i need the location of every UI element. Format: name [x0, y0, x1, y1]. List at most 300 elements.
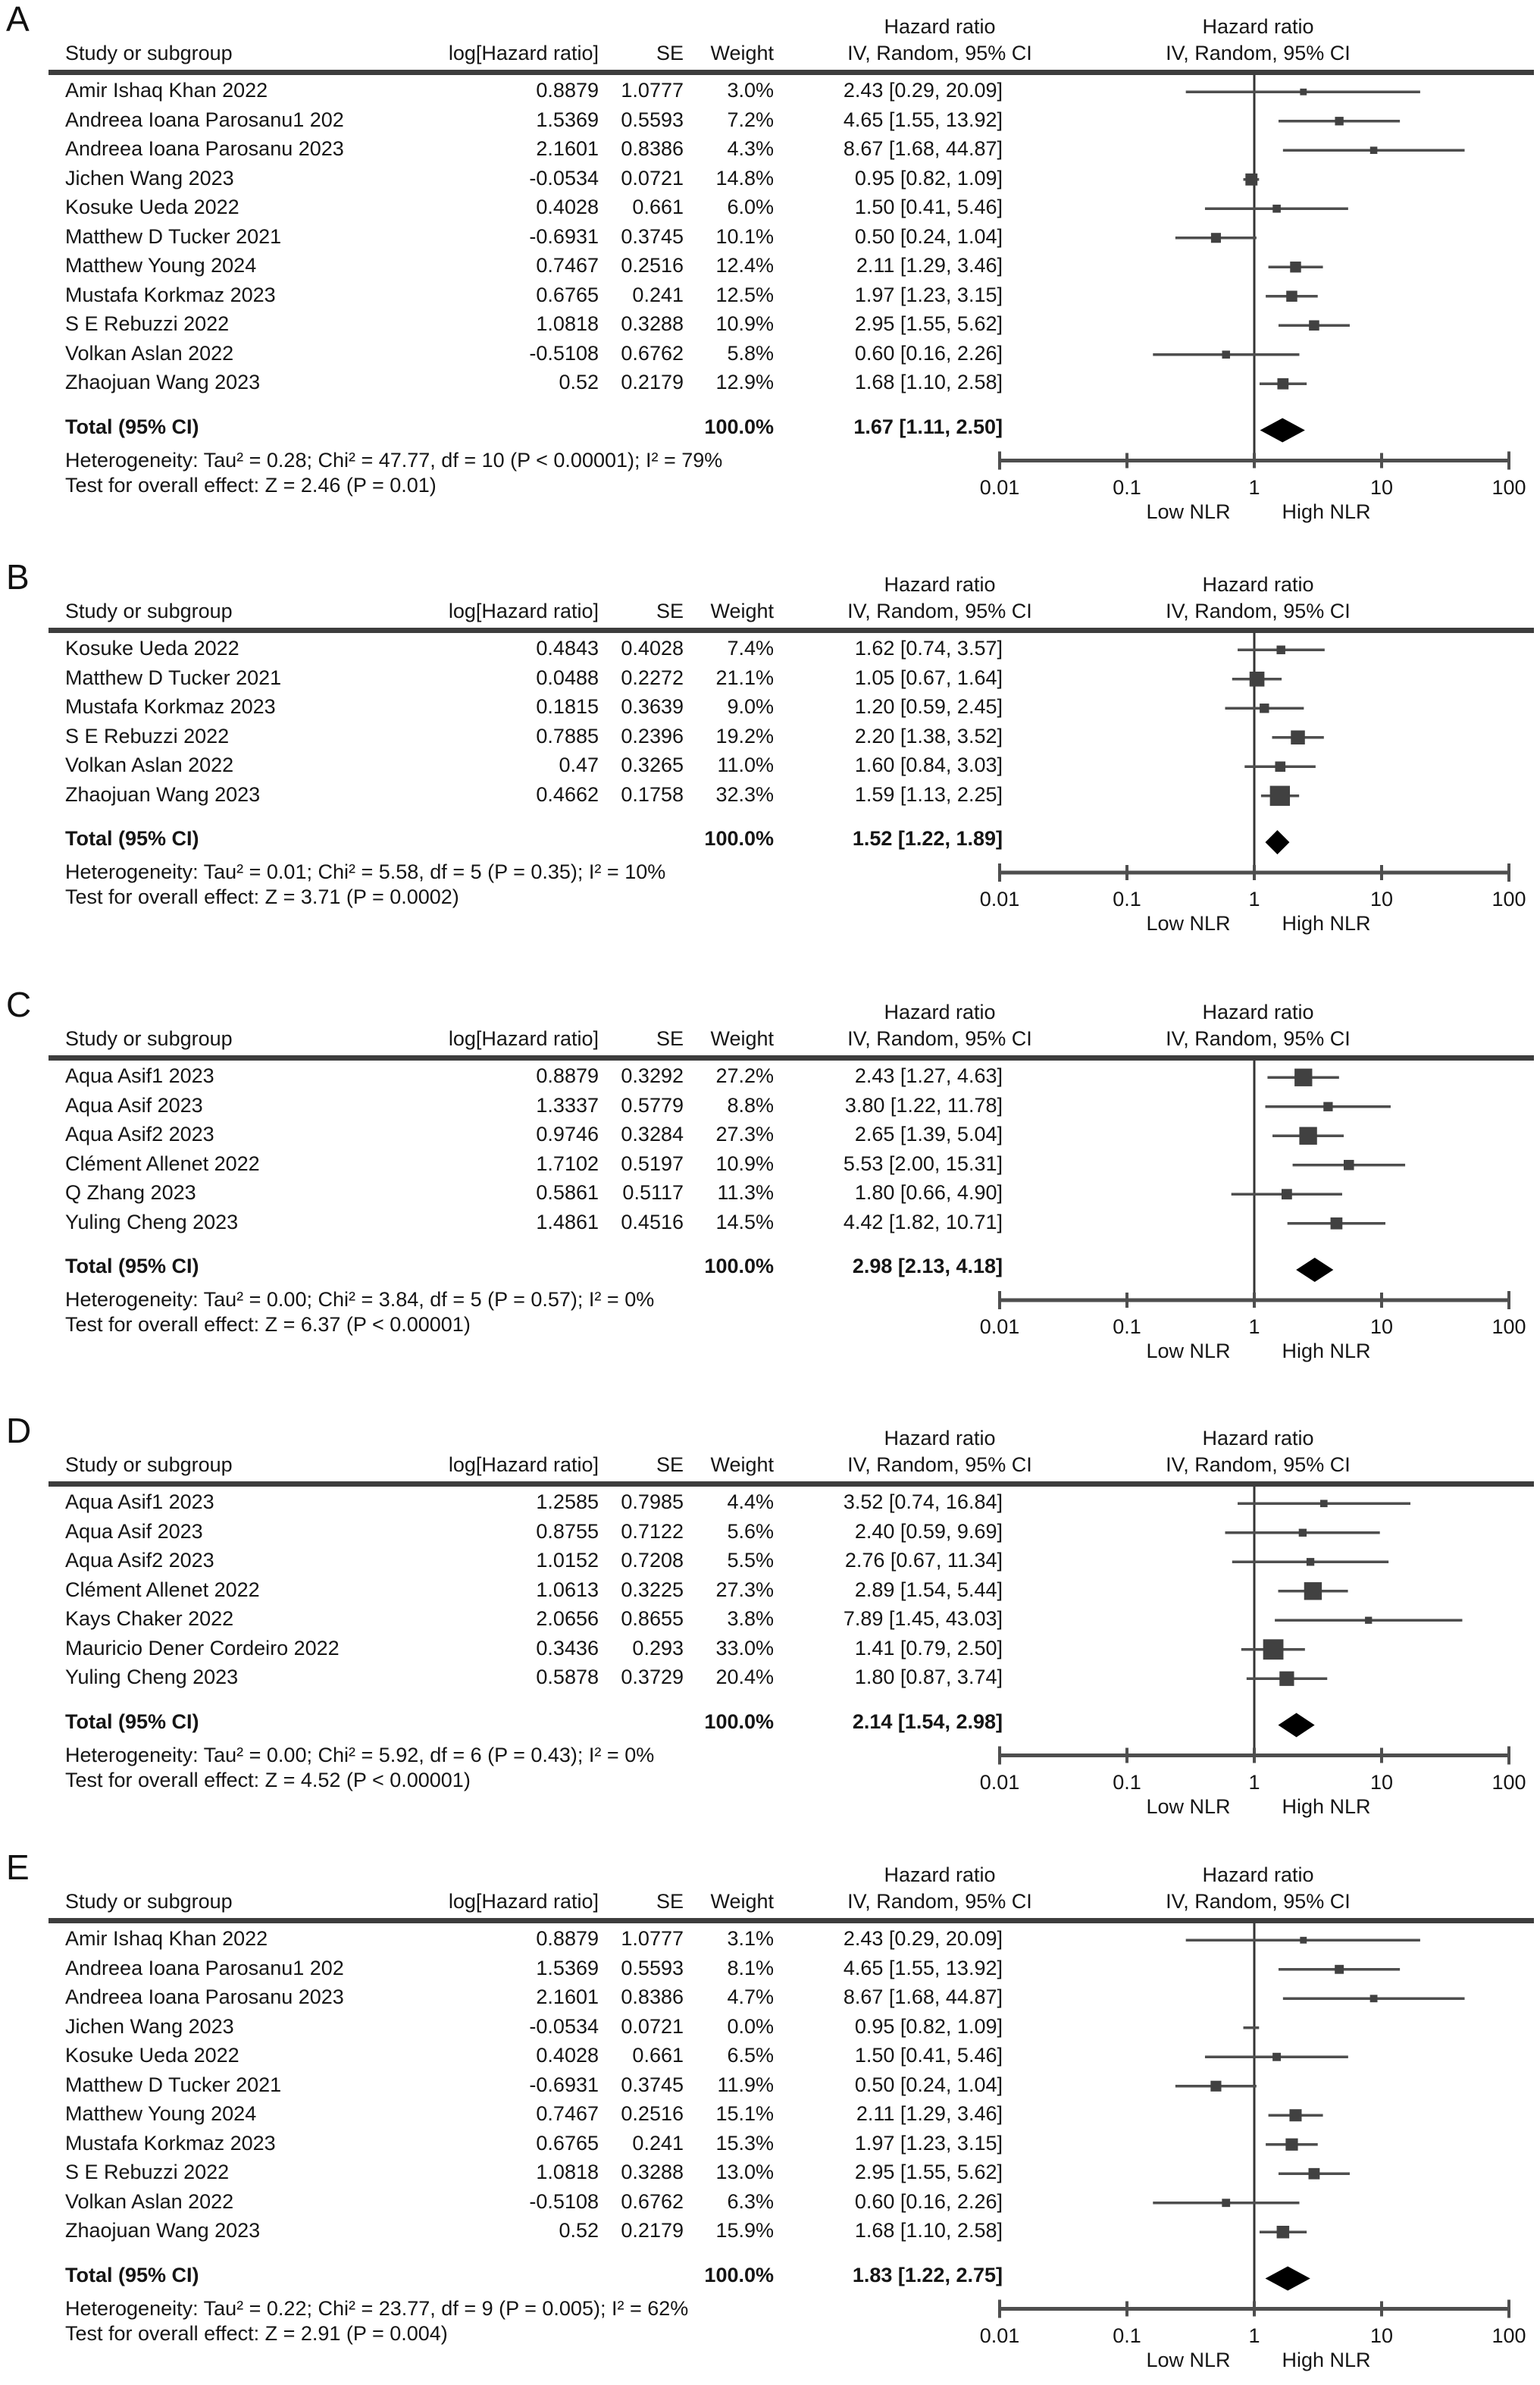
heterogeneity-text: Heterogeneity: Tau² = 0.00; Chi² = 5.92, df = 6 (P = 0.43); I² = 0%: [65, 1743, 655, 1766]
stats-hazard-ratio-header: Hazard ratio: [884, 1001, 996, 1023]
forest-plot-canvas: [0, 1416, 1540, 1853]
study-loghr: 0.3436: [536, 1636, 599, 1659]
total-ci-text: 1.67 [1.11, 2.50]: [853, 415, 1003, 438]
study-name: Mustafa Korkmaz 2023: [65, 2131, 276, 2155]
column-header-se: SE: [656, 1453, 684, 1476]
total-diamond: [1266, 830, 1290, 854]
hr-marker: [1260, 704, 1269, 713]
study-loghr: -0.6931: [529, 224, 599, 248]
hr-marker: [1300, 89, 1307, 96]
study-loghr: -0.5108: [529, 2189, 599, 2213]
hr-marker: [1272, 205, 1281, 213]
study-name: Andreea Ioana Parosanu1 202: [65, 108, 344, 131]
study-loghr: 0.7467: [536, 254, 599, 277]
study-se: 0.3284: [621, 1123, 684, 1145]
study-se: 0.7985: [621, 1490, 684, 1513]
study-se: 0.3265: [621, 754, 684, 776]
hr-marker: [1365, 1617, 1372, 1624]
study-name: Jichen Wang 2023: [65, 2014, 234, 2038]
hr-marker: [1335, 1965, 1344, 1974]
study-weight: 14.8%: [715, 166, 774, 190]
axis-tick-label: 10: [1369, 475, 1394, 499]
panel-label: D: [6, 1411, 32, 1450]
study-ci-text: 1.05 [0.67, 1.64]: [854, 666, 1003, 689]
study-loghr: -0.5108: [529, 341, 599, 365]
study-name: Matthew D Tucker 2021: [65, 224, 282, 248]
study-loghr: 0.8879: [536, 1064, 599, 1087]
study-ci-text: 1.80 [0.87, 3.74]: [854, 1666, 1003, 1688]
study-se: 0.5779: [621, 1093, 684, 1117]
study-ci-text: 2.76 [0.67, 11.34]: [844, 1549, 1003, 1572]
study-se: 0.8386: [621, 1985, 684, 2008]
study-loghr: 1.0818: [536, 312, 599, 335]
study-weight: 12.5%: [715, 283, 774, 306]
study-weight: 27.2%: [715, 1064, 774, 1087]
column-header-se: SE: [656, 42, 684, 64]
axis-label-low-nlr: Low NLR: [1146, 500, 1231, 523]
study-ci-text: 2.43 [1.27, 4.63]: [854, 1064, 1003, 1087]
hr-marker: [1250, 672, 1265, 687]
axis-label-high-nlr: High NLR: [1282, 2348, 1371, 2371]
study-loghr: 1.5369: [536, 1956, 599, 1979]
study-se: 0.0721: [621, 2014, 684, 2038]
hr-marker: [1344, 1160, 1354, 1171]
study-ci-text: 3.52 [0.74, 16.84]: [843, 1490, 1003, 1513]
column-header-loghr: log[Hazard ratio]: [448, 1027, 599, 1050]
study-loghr: 0.5861: [536, 1181, 599, 1204]
study-weight: 6.3%: [727, 2189, 774, 2213]
study-name: Yuling Cheng 2023: [65, 1666, 239, 1688]
study-weight: 3.1%: [727, 1927, 774, 1950]
total-diamond: [1266, 2267, 1310, 2291]
study-se: 0.3745: [621, 2073, 684, 2096]
study-name: Aqua Asif1 2023: [65, 1064, 214, 1087]
study-weight: 33.0%: [715, 1636, 774, 1659]
study-ci-text: 0.50 [0.24, 1.04]: [854, 224, 1003, 248]
study-ci-text: 4.65 [1.55, 13.92]: [843, 1956, 1003, 1979]
study-weight: 0.0%: [727, 2014, 774, 2038]
study-ci-text: 1.41 [0.79, 2.50]: [854, 1636, 1003, 1659]
study-weight: 6.5%: [727, 2044, 774, 2067]
study-loghr: 0.6765: [536, 2131, 599, 2155]
study-weight: 10.1%: [715, 224, 774, 248]
study-se: 0.0721: [621, 166, 684, 190]
total-label: Total (95% CI): [65, 415, 199, 438]
study-ci-text: 5.53 [2.00, 15.31]: [843, 1152, 1003, 1175]
total-diamond: [1279, 1713, 1315, 1738]
study-weight: 4.4%: [727, 1490, 774, 1513]
study-se: 0.2179: [621, 2219, 684, 2242]
study-loghr: 0.7885: [536, 724, 599, 747]
axis-tick-label: 0.01: [979, 1315, 1020, 1338]
overall-effect-text: Test for overall effect: Z = 2.46 (P = 0.01): [65, 473, 437, 497]
axis-tick-label: 0.1: [1113, 1770, 1141, 1794]
stats-hazard-ratio-header: Hazard ratio: [884, 1863, 996, 1886]
study-loghr: 0.1815: [536, 695, 599, 718]
study-name: Mustafa Korkmaz 2023: [65, 695, 276, 718]
axis-label-high-nlr: High NLR: [1282, 912, 1371, 935]
study-name: Kays Chaker 2022: [65, 1607, 234, 1630]
study-loghr: 1.0613: [536, 1578, 599, 1601]
study-weight: 6.0%: [727, 196, 774, 218]
study-ci-text: 1.60 [0.84, 3.03]: [854, 754, 1003, 776]
hr-marker: [1320, 1500, 1328, 1507]
study-name: Yuling Cheng 2023: [65, 1210, 239, 1233]
total-ci-text: 2.14 [1.54, 2.98]: [852, 1710, 1003, 1733]
column-header-ci: IV, Random, 95% CI: [847, 600, 1032, 622]
study-ci-text: 2.43 [0.29, 20.09]: [843, 1927, 1003, 1950]
study-weight: 7.4%: [727, 637, 774, 660]
axis-tick-label: 10: [1369, 888, 1394, 910]
study-se: 0.2516: [621, 254, 684, 277]
study-name: Matthew D Tucker 2021: [65, 2073, 282, 2096]
column-header-weight: Weight: [710, 1890, 774, 1913]
study-name: Andreea Ioana Parosanu1 202: [65, 1956, 344, 1979]
study-name: Andreea Ioana Parosanu 2023: [65, 137, 344, 160]
study-ci-text: 2.65 [1.39, 5.04]: [854, 1123, 1003, 1145]
axis-tick-label: 0.01: [979, 475, 1020, 499]
study-ci-text: 2.11 [1.29, 3.46]: [856, 254, 1003, 277]
column-header-study: Study or subgroup: [65, 42, 233, 64]
study-loghr: 1.3337: [536, 1093, 599, 1117]
study-se: 0.1758: [621, 782, 684, 806]
study-se: 0.2272: [621, 666, 684, 689]
hr-marker: [1300, 1937, 1307, 1944]
study-loghr: 0.4028: [536, 196, 599, 218]
total-ci-text: 1.83 [1.22, 2.75]: [852, 2263, 1003, 2286]
hr-marker: [1245, 174, 1257, 186]
study-loghr: 1.5369: [536, 108, 599, 131]
axis-tick-label: 100: [1491, 1770, 1526, 1794]
axis-tick-label: 0.01: [979, 1770, 1020, 1794]
column-header-ci: IV, Random, 95% CI: [847, 1027, 1032, 1050]
axis-tick-label: 10: [1369, 1770, 1394, 1794]
study-loghr: -0.0534: [529, 166, 599, 190]
hr-marker: [1290, 262, 1301, 272]
total-weight: 100.0%: [704, 2263, 774, 2286]
study-se: 0.661: [632, 196, 684, 218]
study-name: Zhaojuan Wang 2023: [65, 782, 261, 806]
study-name: Aqua Asif 2023: [65, 1093, 203, 1117]
study-weight: 13.0%: [715, 2161, 774, 2183]
study-ci-text: 4.42 [1.82, 10.71]: [843, 1210, 1003, 1233]
column-header-weight: Weight: [710, 1453, 774, 1476]
stats-hazard-ratio-header: Hazard ratio: [884, 573, 996, 596]
study-weight: 19.2%: [715, 724, 774, 747]
study-loghr: 2.1601: [536, 137, 599, 160]
study-weight: 3.0%: [727, 79, 774, 102]
total-weight: 100.0%: [704, 1255, 774, 1277]
hr-marker: [1210, 2081, 1221, 2092]
axis-tick-label: 0.01: [979, 2324, 1020, 2347]
hr-marker: [1309, 320, 1319, 331]
axis-tick-label: 1: [1248, 2324, 1260, 2347]
study-se: 0.7208: [621, 1549, 684, 1572]
axis-tick-label: 100: [1491, 2324, 1526, 2347]
axis-label-low-nlr: Low NLR: [1146, 912, 1231, 935]
stats-hazard-ratio-header: Hazard ratio: [884, 15, 996, 38]
hr-marker: [1263, 1639, 1284, 1659]
axis-tick-label: 1: [1248, 1770, 1260, 1794]
study-ci-text: 1.50 [0.41, 5.46]: [854, 196, 1003, 218]
column-header-weight: Weight: [710, 42, 774, 64]
study-loghr: 0.47: [559, 754, 599, 776]
axis-tick-label: 0.1: [1113, 475, 1141, 499]
axis-tick-label: 0.1: [1113, 1315, 1141, 1338]
study-se: 0.3288: [621, 2161, 684, 2183]
study-loghr: 0.4843: [536, 637, 599, 660]
study-weight: 15.3%: [715, 2131, 774, 2155]
hr-marker: [1276, 646, 1285, 654]
study-name: Volkan Aslan 2022: [65, 754, 234, 776]
hr-marker: [1277, 378, 1288, 390]
hr-marker: [1285, 2139, 1297, 2151]
study-name: Matthew Young 2024: [65, 254, 257, 277]
column-header-ci: IV, Random, 95% CI: [847, 1890, 1032, 1913]
study-ci-text: 1.62 [0.74, 3.57]: [854, 637, 1003, 660]
column-header-ci: IV, Random, 95% CI: [847, 1453, 1032, 1476]
axis-label-high-nlr: High NLR: [1282, 1794, 1371, 1818]
study-loghr: 0.0488: [536, 666, 599, 689]
panel-label: B: [6, 557, 30, 597]
plot-hazard-ratio-header: Hazard ratio: [1202, 15, 1314, 38]
total-weight: 100.0%: [704, 1710, 774, 1733]
hr-marker: [1335, 117, 1343, 125]
hr-marker: [1272, 2053, 1281, 2061]
study-weight: 3.8%: [727, 1607, 774, 1630]
study-weight: 12.9%: [715, 371, 774, 393]
plot-hazard-ratio-header: Hazard ratio: [1202, 1863, 1314, 1886]
hr-marker: [1277, 2226, 1290, 2239]
hr-marker: [1279, 1672, 1294, 1686]
study-loghr: 0.8879: [536, 79, 599, 102]
study-name: S E Rebuzzi 2022: [65, 724, 230, 747]
study-ci-text: 1.68 [1.10, 2.58]: [854, 371, 1003, 393]
study-se: 0.8655: [621, 1607, 684, 1630]
axis-tick-label: 0.1: [1113, 2324, 1141, 2347]
study-se: 0.241: [632, 283, 684, 306]
study-weight: 5.5%: [727, 1549, 774, 1572]
forest-plot-canvas: [0, 563, 1540, 990]
study-se: 0.293: [632, 1636, 684, 1659]
column-header-loghr: log[Hazard ratio]: [448, 42, 599, 64]
column-header-se: SE: [656, 1027, 684, 1050]
study-se: 0.2179: [621, 371, 684, 393]
column-header-study: Study or subgroup: [65, 1027, 233, 1050]
study-name: Q Zhang 2023: [65, 1181, 196, 1204]
study-ci-text: 1.97 [1.23, 3.15]: [854, 283, 1003, 306]
study-ci-text: 1.97 [1.23, 3.15]: [854, 2131, 1003, 2155]
study-name: Aqua Asif1 2023: [65, 1490, 214, 1513]
study-loghr: 1.0818: [536, 2161, 599, 2183]
study-loghr: 0.8755: [536, 1519, 599, 1543]
hr-marker: [1291, 730, 1305, 744]
forest-panel-d: [0, 1411, 1540, 1853]
study-se: 0.3292: [621, 1064, 684, 1087]
total-weight: 100.0%: [704, 827, 774, 850]
study-loghr: 1.4861: [536, 1210, 599, 1233]
study-name: Mustafa Korkmaz 2023: [65, 283, 276, 306]
column-header-loghr: log[Hazard ratio]: [448, 1453, 599, 1476]
study-name: Matthew D Tucker 2021: [65, 666, 282, 689]
total-ci-text: 1.52 [1.22, 1.89]: [852, 827, 1003, 850]
study-loghr: 0.52: [559, 371, 599, 393]
study-name: Aqua Asif 2023: [65, 1519, 203, 1543]
study-weight: 14.5%: [715, 1210, 774, 1233]
study-loghr: 0.4028: [536, 2044, 599, 2067]
axis-tick-label: 100: [1491, 1315, 1526, 1338]
study-ci-text: 4.65 [1.55, 13.92]: [843, 108, 1003, 131]
heterogeneity-text: Heterogeneity: Tau² = 0.28; Chi² = 47.77, df = 10 (P < 0.00001); I² = 79%: [65, 448, 723, 472]
study-weight: 27.3%: [715, 1578, 774, 1601]
heterogeneity-text: Heterogeneity: Tau² = 0.00; Chi² = 3.84, df = 5 (P = 0.57); I² = 0%: [65, 1288, 655, 1311]
column-header-study: Study or subgroup: [65, 600, 233, 622]
heterogeneity-text: Heterogeneity: Tau² = 0.01; Chi² = 5.58, df = 5 (P = 0.35); I² = 10%: [65, 860, 666, 883]
axis-tick-label: 1: [1248, 888, 1260, 910]
study-weight: 15.1%: [715, 2102, 774, 2125]
study-weight: 5.8%: [727, 341, 774, 365]
study-weight: 8.8%: [727, 1093, 774, 1117]
overall-effect-text: Test for overall effect: Z = 4.52 (P < 0.00001): [65, 1768, 471, 1791]
plot-column-header-ci: IV, Random, 95% CI: [1166, 1890, 1351, 1913]
study-se: 0.2396: [621, 724, 684, 747]
study-name: Amir Ishaq Khan 2022: [65, 79, 268, 102]
plot-column-header-ci: IV, Random, 95% CI: [1166, 600, 1351, 622]
study-se: 0.5117: [622, 1181, 684, 1204]
hr-marker: [1307, 1558, 1314, 1565]
forest-panel-e: [0, 1848, 1540, 2383]
study-weight: 20.4%: [715, 1666, 774, 1688]
hr-marker: [1211, 233, 1221, 243]
study-loghr: 1.7102: [536, 1152, 599, 1175]
study-ci-text: 1.68 [1.10, 2.58]: [854, 2219, 1003, 2242]
study-ci-text: 2.11 [1.29, 3.46]: [856, 2102, 1003, 2125]
study-loghr: 0.4662: [536, 782, 599, 806]
axis-tick-label: 0.01: [979, 888, 1020, 910]
panel-label: C: [6, 985, 32, 1024]
study-name: Matthew Young 2024: [65, 2102, 257, 2125]
study-loghr: -0.6931: [529, 2073, 599, 2096]
hr-marker: [1286, 291, 1297, 302]
hr-marker: [1222, 2199, 1230, 2207]
hr-marker: [1304, 1582, 1322, 1600]
study-ci-text: 2.89 [1.54, 5.44]: [854, 1578, 1003, 1601]
forest-plot-canvas: [0, 1853, 1540, 2383]
study-ci-text: 1.59 [1.13, 2.25]: [854, 782, 1003, 806]
study-name: Jichen Wang 2023: [65, 166, 234, 190]
axis-tick-label: 1: [1248, 1315, 1260, 1338]
study-weight: 4.7%: [727, 1985, 774, 2008]
study-ci-text: 0.95 [0.82, 1.09]: [854, 166, 1003, 190]
hr-marker: [1299, 1529, 1307, 1537]
study-se: 0.4516: [621, 1210, 684, 1233]
study-weight: 4.3%: [727, 137, 774, 160]
study-loghr: 0.6765: [536, 283, 599, 306]
study-ci-text: 2.43 [0.29, 20.09]: [843, 79, 1003, 102]
study-name: Clément Allenet 2022: [65, 1152, 260, 1175]
study-se: 0.5593: [621, 1956, 684, 1979]
total-diamond: [1260, 418, 1305, 443]
plot-hazard-ratio-header: Hazard ratio: [1202, 1427, 1314, 1449]
study-name: Volkan Aslan 2022: [65, 341, 234, 365]
study-weight: 27.3%: [715, 1123, 774, 1145]
axis-tick-label: 0.1: [1113, 888, 1141, 910]
column-header-weight: Weight: [710, 1027, 774, 1050]
study-ci-text: 2.95 [1.55, 5.62]: [854, 2161, 1003, 2183]
study-se: 0.4028: [621, 637, 684, 660]
study-ci-text: 3.80 [1.22, 11.78]: [844, 1093, 1003, 1117]
study-se: 0.6762: [621, 341, 684, 365]
column-header-ci: IV, Random, 95% CI: [847, 42, 1032, 64]
study-se: 0.6762: [621, 2189, 684, 2213]
study-weight: 5.6%: [727, 1519, 774, 1543]
study-se: 0.3729: [621, 1666, 684, 1688]
study-name: Kosuke Ueda 2022: [65, 2044, 239, 2067]
study-loghr: 2.1601: [536, 1985, 599, 2008]
study-se: 0.2516: [621, 2102, 684, 2125]
hr-marker: [1222, 351, 1229, 359]
study-ci-text: 1.50 [0.41, 5.46]: [854, 2044, 1003, 2067]
study-se: 0.3225: [621, 1578, 684, 1601]
forest-plot-canvas: [0, 990, 1540, 1416]
total-label: Total (95% CI): [65, 2263, 199, 2286]
column-header-loghr: log[Hazard ratio]: [448, 600, 599, 622]
study-loghr: 0.9746: [536, 1123, 599, 1145]
hr-marker: [1282, 1189, 1292, 1199]
axis-tick-label: 10: [1369, 1315, 1394, 1338]
hr-marker: [1299, 1127, 1316, 1145]
study-loghr: 2.0656: [536, 1607, 599, 1630]
study-ci-text: 2.20 [1.38, 3.52]: [854, 724, 1003, 747]
study-name: Amir Ishaq Khan 2022: [65, 1927, 268, 1950]
study-loghr: 1.0152: [536, 1549, 599, 1572]
stats-hazard-ratio-header: Hazard ratio: [884, 1427, 996, 1449]
column-header-weight: Weight: [710, 600, 774, 622]
hr-marker: [1294, 1069, 1312, 1086]
plot-column-header-ci: IV, Random, 95% CI: [1166, 42, 1351, 64]
total-ci-text: 2.98 [2.13, 4.18]: [852, 1255, 1003, 1277]
plot-hazard-ratio-header: Hazard ratio: [1202, 573, 1314, 596]
axis-label-high-nlr: High NLR: [1282, 500, 1371, 523]
study-ci-text: 1.20 [0.59, 2.45]: [854, 695, 1003, 718]
axis-tick-label: 100: [1491, 475, 1526, 499]
study-weight: 10.9%: [715, 1152, 774, 1175]
study-se: 0.5593: [621, 108, 684, 131]
study-ci-text: 8.67 [1.68, 44.87]: [843, 1985, 1003, 2008]
axis-label-low-nlr: Low NLR: [1146, 1794, 1231, 1818]
study-weight: 8.1%: [727, 1956, 774, 1979]
axis-tick-label: 10: [1369, 2324, 1394, 2347]
study-weight: 11.9%: [717, 2073, 774, 2096]
study-ci-text: 2.95 [1.55, 5.62]: [854, 312, 1003, 335]
hr-marker: [1270, 786, 1290, 806]
study-name: S E Rebuzzi 2022: [65, 312, 230, 335]
plot-hazard-ratio-header: Hazard ratio: [1202, 1001, 1314, 1023]
study-se: 0.661: [632, 2044, 684, 2067]
study-name: Volkan Aslan 2022: [65, 2189, 234, 2213]
column-header-study: Study or subgroup: [65, 1890, 233, 1913]
study-ci-text: 8.67 [1.68, 44.87]: [843, 137, 1003, 160]
forest-panel-c: [0, 985, 1540, 1416]
study-ci-text: 0.95 [0.82, 1.09]: [854, 2014, 1003, 2038]
study-se: 0.3639: [621, 695, 684, 718]
heterogeneity-text: Heterogeneity: Tau² = 0.22; Chi² = 23.77, df = 9 (P = 0.005); I² = 62%: [65, 2296, 689, 2320]
hr-marker: [1289, 2109, 1301, 2121]
hr-marker: [1323, 1102, 1332, 1111]
column-header-se: SE: [656, 1890, 684, 1913]
study-se: 0.3288: [621, 312, 684, 335]
axis-label-high-nlr: High NLR: [1282, 1340, 1371, 1362]
